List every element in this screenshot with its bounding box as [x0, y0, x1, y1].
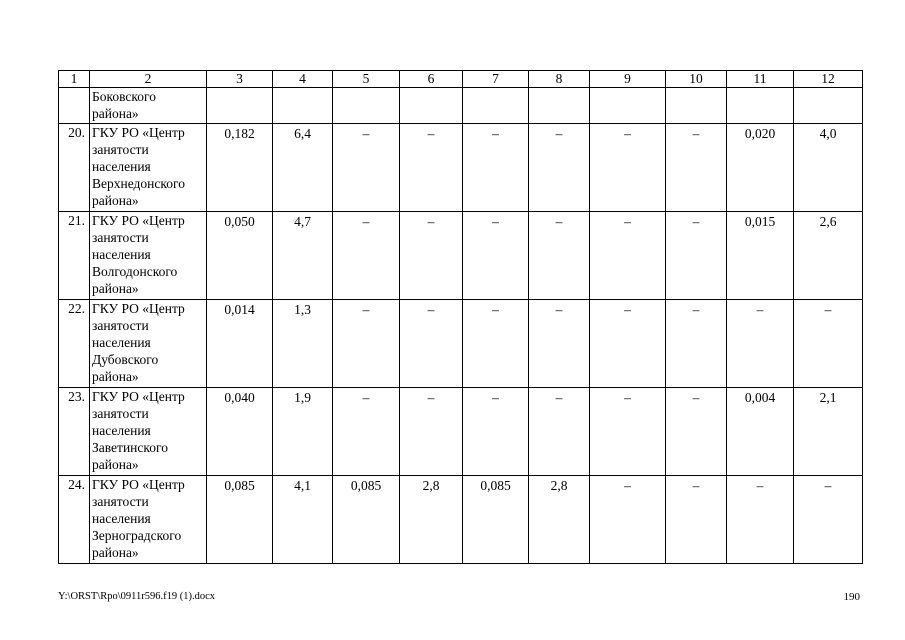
column-header-8: 8: [529, 71, 590, 88]
column-header-9: 9: [590, 71, 666, 88]
value-cell-col-4: [273, 88, 333, 124]
row-number-cell: 21.: [59, 212, 90, 300]
value-cell-col-3: 0,182: [207, 124, 273, 212]
value-cell-col-11: [727, 88, 794, 124]
value-cell-col-6: –: [400, 212, 463, 300]
column-header-1: 1: [59, 71, 90, 88]
organization-name-line: Зерноградского: [92, 528, 182, 543]
row-number-cell: 24.: [59, 476, 90, 564]
value-cell-col-5: –: [333, 124, 400, 212]
value-cell-col-9: –: [590, 124, 666, 212]
value-cell-col-4: 6,4: [273, 124, 333, 212]
value-cell-col-12: –: [794, 300, 863, 388]
organization-name-line: занятости: [92, 318, 149, 333]
column-header-12: 12: [794, 71, 863, 88]
value-cell-col-11: –: [727, 476, 794, 564]
table-row: [59, 388, 863, 476]
column-header-2: 2: [90, 71, 207, 88]
value-cell-col-11: –: [727, 300, 794, 388]
value-cell-col-11: 0,015: [727, 212, 794, 300]
value-cell-col-6: –: [400, 388, 463, 476]
row-number-cell: 22.: [59, 300, 90, 388]
value-cell-col-10: –: [666, 476, 727, 564]
value-cell-col-10: –: [666, 388, 727, 476]
value-cell-col-7: 0,085: [463, 476, 529, 564]
table-row: [59, 124, 863, 212]
footer-file-path: Y:\ORST\Rpo\0911r596.f19 (1).docx: [58, 591, 216, 602]
value-cell-col-6: –: [400, 124, 463, 212]
organization-name-line: ГКУ РО «Центр: [92, 301, 185, 316]
column-header-4: 4: [273, 71, 333, 88]
value-cell-col-9: –: [590, 300, 666, 388]
value-cell-col-5: [333, 88, 400, 124]
value-cell-col-8: –: [529, 300, 590, 388]
organization-name-line: ГКУ РО «Центр: [92, 213, 185, 228]
value-cell-col-12: –: [794, 476, 863, 564]
organization-name-line: ГКУ РО «Центр: [92, 477, 185, 492]
value-cell-col-12: 2,6: [794, 212, 863, 300]
value-cell-col-5: 0,085: [333, 476, 400, 564]
value-cell-col-10: [666, 88, 727, 124]
value-cell-col-9: [590, 88, 666, 124]
value-cell-col-8: 2,8: [529, 476, 590, 564]
organization-name-line: занятости: [92, 142, 149, 157]
organization-name-line: Верхнедонского: [92, 176, 185, 191]
value-cell-col-9: –: [590, 212, 666, 300]
row-number-cell: 20.: [59, 124, 90, 212]
organization-name-cell: [90, 476, 207, 564]
value-cell-col-6: [400, 88, 463, 124]
organization-name-line: занятости: [92, 494, 149, 509]
value-cell-col-4: 1,3: [273, 300, 333, 388]
organization-name-line: Дубовского: [92, 352, 159, 367]
organization-name-line: населения: [92, 335, 151, 350]
column-header-11: 11: [727, 71, 794, 88]
row-number-cell: 23.: [59, 388, 90, 476]
value-cell-col-10: –: [666, 212, 727, 300]
value-cell-col-8: –: [529, 212, 590, 300]
column-header-6: 6: [400, 71, 463, 88]
value-cell-col-8: –: [529, 388, 590, 476]
value-cell-col-4: 4,7: [273, 212, 333, 300]
organization-name-cell: [90, 300, 207, 388]
organization-name-line: ГКУ РО «Центр: [92, 389, 185, 404]
organization-name-line: района»: [92, 545, 139, 560]
value-cell-col-7: –: [463, 388, 529, 476]
column-header-5: 5: [333, 71, 400, 88]
organization-name-line: ГКУ РО «Центр: [92, 125, 185, 140]
organization-name-line: населения: [92, 423, 151, 438]
value-cell-col-5: –: [333, 300, 400, 388]
organization-name-line: района»: [92, 106, 139, 121]
value-cell-col-10: –: [666, 124, 727, 212]
organization-name-line: Волгодонского: [92, 264, 178, 279]
organization-name-line: района»: [92, 193, 139, 208]
value-cell-col-7: –: [463, 212, 529, 300]
organization-name-cell: [90, 88, 207, 124]
value-cell-col-7: –: [463, 300, 529, 388]
value-cell-col-6: –: [400, 300, 463, 388]
value-cell-col-7: –: [463, 124, 529, 212]
value-cell-col-3: 0,040: [207, 388, 273, 476]
value-cell-col-10: –: [666, 300, 727, 388]
column-header-7: 7: [463, 71, 529, 88]
organization-name-cell: [90, 212, 207, 300]
organization-name-line: занятости: [92, 230, 149, 245]
row-number-cell: [59, 88, 90, 124]
value-cell-col-3: 0,085: [207, 476, 273, 564]
value-cell-col-12: 4,0: [794, 124, 863, 212]
table-row: [59, 212, 863, 300]
organization-name-cell: [90, 124, 207, 212]
organization-name-line: района»: [92, 369, 139, 384]
value-cell-col-11: 0,020: [727, 124, 794, 212]
footer-page-number: 190: [843, 591, 860, 603]
value-cell-col-6: 2,8: [400, 476, 463, 564]
table-body: [59, 71, 863, 564]
table-row-continuation: [59, 88, 863, 124]
value-cell-col-4: 4,1: [273, 476, 333, 564]
value-cell-col-5: –: [333, 388, 400, 476]
value-cell-col-9: –: [590, 476, 666, 564]
value-cell-col-4: 1,9: [273, 388, 333, 476]
value-cell-col-12: 2,1: [794, 388, 863, 476]
organization-name-cell: [90, 388, 207, 476]
value-cell-col-12: [794, 88, 863, 124]
value-cell-col-7: [463, 88, 529, 124]
value-cell-col-9: –: [590, 388, 666, 476]
value-cell-col-8: [529, 88, 590, 124]
value-cell-col-3: 0,050: [207, 212, 273, 300]
organization-name-line: населения: [92, 159, 151, 174]
value-cell-col-11: 0,004: [727, 388, 794, 476]
column-header-3: 3: [207, 71, 273, 88]
column-header-10: 10: [666, 71, 727, 88]
organization-name-line: занятости: [92, 406, 149, 421]
organization-name-line: Заветинского: [92, 440, 168, 455]
organization-name-line: района»: [92, 457, 139, 472]
value-cell-col-3: 0,014: [207, 300, 273, 388]
organization-name-line: района»: [92, 281, 139, 296]
table-row: [59, 476, 863, 564]
data-table: [58, 70, 863, 564]
organization-name-line: населения: [92, 247, 151, 262]
value-cell-col-3: [207, 88, 273, 124]
organization-name-line: населения: [92, 511, 151, 526]
table-header-row: [59, 71, 863, 88]
value-cell-col-5: –: [333, 212, 400, 300]
table-row: [59, 300, 863, 388]
organization-name-line: Боковского: [92, 89, 156, 104]
value-cell-col-8: –: [529, 124, 590, 212]
